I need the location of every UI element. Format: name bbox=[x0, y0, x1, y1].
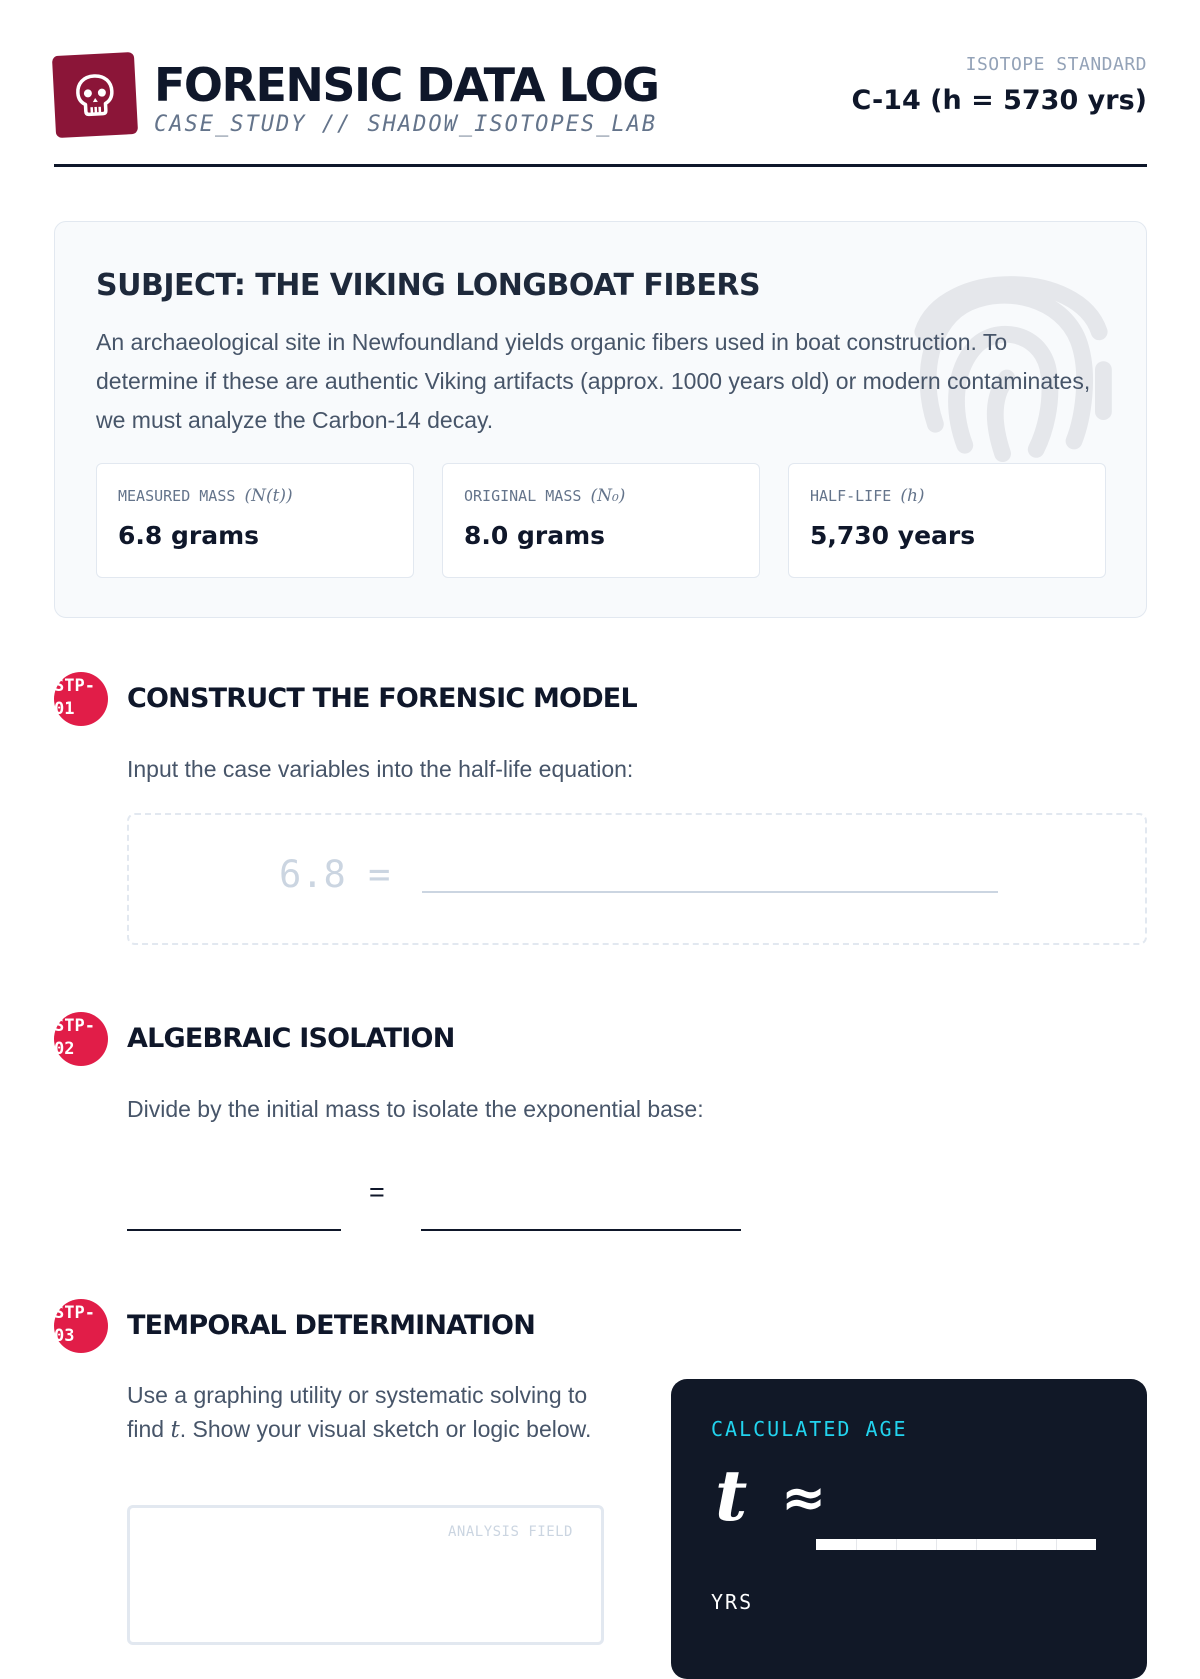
stat-label: HALF-LIFE (h) bbox=[810, 486, 925, 506]
isolation-right-blank[interactable] bbox=[421, 1229, 741, 1231]
model-answer-blank[interactable] bbox=[422, 891, 998, 893]
stat-half-life bbox=[788, 463, 1106, 578]
age-variable: t bbox=[715, 1461, 747, 1531]
stat-value: 6.8 grams bbox=[118, 521, 259, 550]
stat-value: 5,730 years bbox=[810, 521, 975, 550]
step-text-1: Input the case variables into the half-life equation: bbox=[127, 756, 633, 783]
subject-title: SUBJECT: THE VIKING LONGBOAT FIBERS bbox=[96, 268, 760, 303]
logo-badge bbox=[52, 52, 138, 138]
stat-measured-mass bbox=[96, 463, 414, 578]
age-answer-blank[interactable] bbox=[816, 1539, 1096, 1550]
isotope-standard-value: C-14 (h = 5730 yrs) bbox=[852, 85, 1147, 116]
model-equation-left: 6.8 = bbox=[279, 853, 390, 896]
page-subtitle: CASE_STUDY // SHADOW_ISOTOPES_LAB bbox=[154, 112, 657, 137]
calculated-age-label: CALCULATED AGE bbox=[711, 1417, 908, 1441]
age-blank-tick bbox=[1016, 1539, 1017, 1550]
subject-card bbox=[54, 221, 1147, 618]
stat-label: ORIGINAL MASS (N₀) bbox=[464, 486, 625, 506]
age-blank-tick bbox=[976, 1539, 977, 1550]
isolation-equals: = bbox=[369, 1177, 385, 1208]
model-input-box[interactable] bbox=[127, 813, 1147, 945]
stat-label: MEASURED MASS (N(t)) bbox=[118, 486, 293, 506]
analysis-field-label: ANALYSIS FIELD bbox=[448, 1524, 573, 1540]
step-badge-2: STP- 02 bbox=[54, 1012, 108, 1066]
skull-icon bbox=[70, 70, 120, 120]
step-text-3: Use a graphing utility or systematic solving to find t. Show your visual sketch or logic below. bbox=[127, 1378, 617, 1447]
step-badge-3: STP- 03 bbox=[54, 1299, 108, 1353]
isotope-standard-label: ISOTOPE STANDARD bbox=[966, 54, 1147, 75]
calculated-age-card bbox=[671, 1379, 1147, 1679]
age-unit: YRS bbox=[711, 1590, 753, 1614]
stat-value: 8.0 grams bbox=[464, 521, 605, 550]
age-blank-tick bbox=[1056, 1539, 1057, 1550]
stat-original-mass bbox=[442, 463, 760, 578]
subject-description: An archaeological site in Newfoundland yields organic fibers used in boat construction. To determine if these are authentic Viking artifacts (approx. 1000 years old) or modern contaminates, we must analyze the Carbon-14 decay. bbox=[96, 323, 1106, 440]
step-text-2: Divide by the initial mass to isolate the exponential base: bbox=[127, 1096, 704, 1123]
step-badge-1: STP- 01 bbox=[54, 672, 108, 726]
age-blank-tick bbox=[936, 1539, 937, 1550]
isolation-left-blank[interactable] bbox=[127, 1229, 341, 1231]
age-blank-tick bbox=[896, 1539, 897, 1550]
step-title-1: CONSTRUCT THE FORENSIC MODEL bbox=[127, 683, 637, 714]
step-title-3: TEMPORAL DETERMINATION bbox=[127, 1310, 535, 1341]
analysis-field[interactable] bbox=[127, 1505, 604, 1645]
approx-symbol: ≈ bbox=[781, 1471, 826, 1525]
age-blank-tick bbox=[856, 1539, 857, 1550]
step-title-2: ALGEBRAIC ISOLATION bbox=[127, 1023, 455, 1054]
page-header bbox=[54, 52, 1147, 167]
page-title: FORENSIC DATA LOG bbox=[154, 58, 659, 112]
